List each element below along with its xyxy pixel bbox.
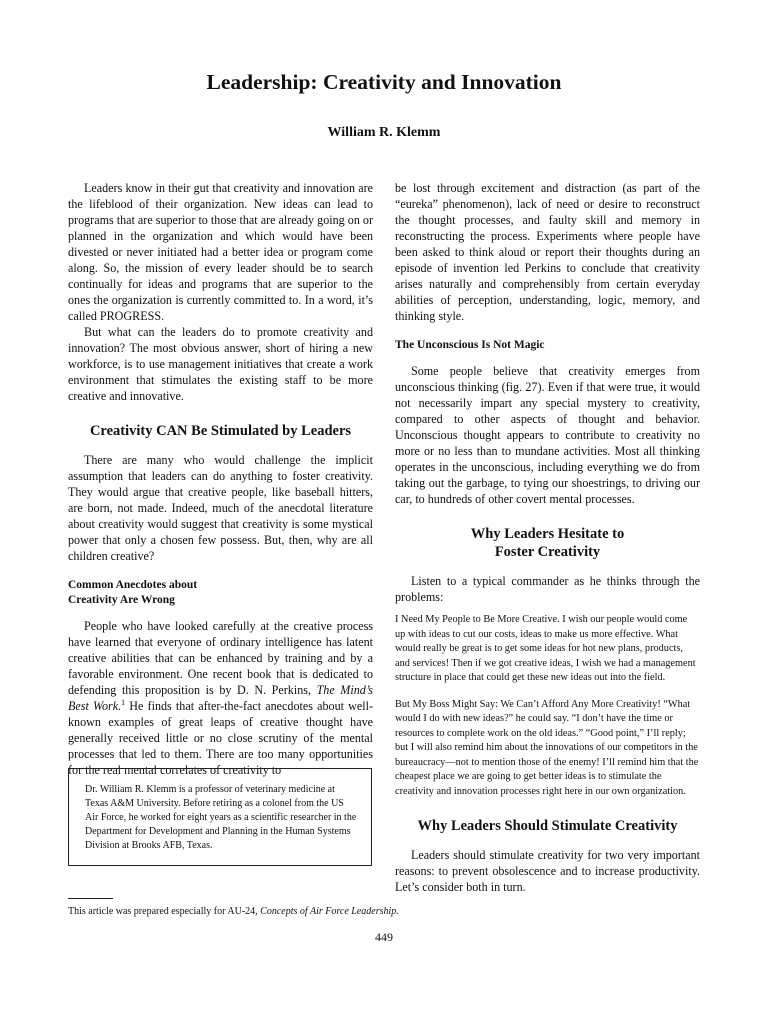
section-heading (395, 525, 700, 561)
book-title: The Mind’s Best Work. (68, 683, 374, 713)
footnote-book-title: Concepts of Air Force Leadership. (260, 906, 399, 917)
section-heading: Why Leaders Should Stimulate Creativity (417, 818, 678, 834)
paragraph-text: People who have looked carefully at the creative process have learned that everyone of ordinary intelligence has latent creative abilities that can be enhanced by training and by a favorable environment. One recent book that is dedicated to defending this proposition is by D. N. Perkins, (68, 619, 373, 697)
quote-paragraph: But My Boss Might Say: We Can’t Afford Any More Creativity! “What would I do with new ideas?” he could say. “I don’t have the time or resources to complete work on the old ideas.” “Good point,” I’ll reply; but I will also remind him about the innovations of our competitors in the bureaucracy—not to mention those of the enemy! I’ll remind him that the cheapest place we are going to get better ideas is to stimulate the creativity and innovation processes right here in our own organization. (395, 698, 699, 797)
block-quote (395, 613, 700, 799)
quote-paragraph: I Need My People to Be More Creative. I wish our people would come up with ideas to cut our costs, ideas to make us more effective. What would really be great is to get some ideas for hot new plans, products, and services! Then if we got creative ideas, I wish we had a management structure in place that could get these new ideas out into the field. (395, 614, 696, 683)
right-column (395, 180, 700, 895)
paragraph: There are many who would challenge the implicit assumption that leaders can do anything to foster creativity. They would argue that creative people, like baseball hitters, are born, not made. Indeed, much of the anecdotal literature about creativity would suggest that creativity is some mystical power that only a chosen few possess. But, then, why are all children creative? (68, 453, 373, 563)
footnote-divider (68, 898, 113, 899)
paragraph: But what can the leaders do to promote creativity and innovation? The most obvious answer, short of hiring a new workforce, is to use management initiatives that create a work environment that stimulates the existing staff to be more creative and innovative. (68, 325, 373, 403)
footnote (68, 905, 718, 918)
paragraph-text: He finds that after-the-fact anecdotes about well-known examples of great leaps of creative thought have generally received little or no close scrutiny of the mental processes that led to them. There are too many opportunities for the real mental correlates of creativity to (68, 699, 374, 777)
section-heading: Creativity CAN Be Stimulated by Leaders (89, 423, 352, 439)
footnote-text: This article was prepared especially for AU-24, (68, 906, 261, 917)
author-bio-box: Dr. William R. Klemm is a professor of veterinary medicine at Texas A&M University. Before retiring as a colonel from the US Air Force, he worked for eight years as a scientific researcher in the Department for Development and Planning in the Human Systems Division at Brooks AFB, Texas. (68, 768, 372, 866)
subsection-heading-line-1: Common Anecdotes about (68, 579, 198, 591)
article-title: Leadership: Creativity and Innovation (206, 70, 562, 94)
paragraph: be lost through excitement and distraction (as part of the “eureka” phenomenon), lack of need or desire to reconstruct the thought processes, and faulty skill and memory in reconstructing the process. Experiments where people have been asked to think aloud or report their thoughts during an episode of invention led Perkins to conclude that creativity arises naturally and comprehensibly from certain everyday abilities of perception, understanding, logic, memory, and thinking style. (395, 181, 700, 323)
left-column (68, 180, 373, 778)
section-heading-line-1: Why Leaders Hesitate to (470, 526, 625, 542)
subsection-heading: The Unconscious Is Not Magic (395, 339, 545, 351)
footnote-marker: 1 (121, 697, 126, 707)
subsection-heading-line-2: Creativity Are Wrong (68, 594, 175, 606)
paragraph: Leaders know in their gut that creativity and innovation are the lifeblood of their organization. New ideas can lead to programs that are superior to those that are already going on or planned in the organization and which would have been divested or never initiated had a better idea or program come along. So, the mission of every leader should be to search continually for ideas and programs that are superior to the ones the organization is currently committed to. In a word, it’s called PROGRESS. (68, 181, 373, 323)
section-heading-line-2: Foster Creativity (494, 544, 601, 560)
paragraph (68, 618, 373, 778)
author-name: William R. Klemm (327, 125, 441, 140)
paragraph: Leaders should stimulate creativity for two very important reasons: to prevent obsolescence and to increase productivity. Let’s consider both in turn. (395, 848, 700, 894)
subsection-heading (68, 578, 373, 608)
paragraph: Listen to a typical commander as he thinks through the problems: (395, 574, 700, 604)
page-number: 449 (375, 930, 393, 944)
paragraph: Some people believe that creativity emerges from unconscious thinking (fig. 27). Even if that were true, it would not necessarily impart any special mystery to creativity, compared to other aspects of thought and behavior. Unconscious thought appears to contribute to creativity no more or no less than to mundane activities. Most all thinking operates in the unconscious, including everything we do from taking out the garbage, to tying our shoestrings, to driving our car, to hundreds of other covert mental processes. (395, 364, 700, 506)
